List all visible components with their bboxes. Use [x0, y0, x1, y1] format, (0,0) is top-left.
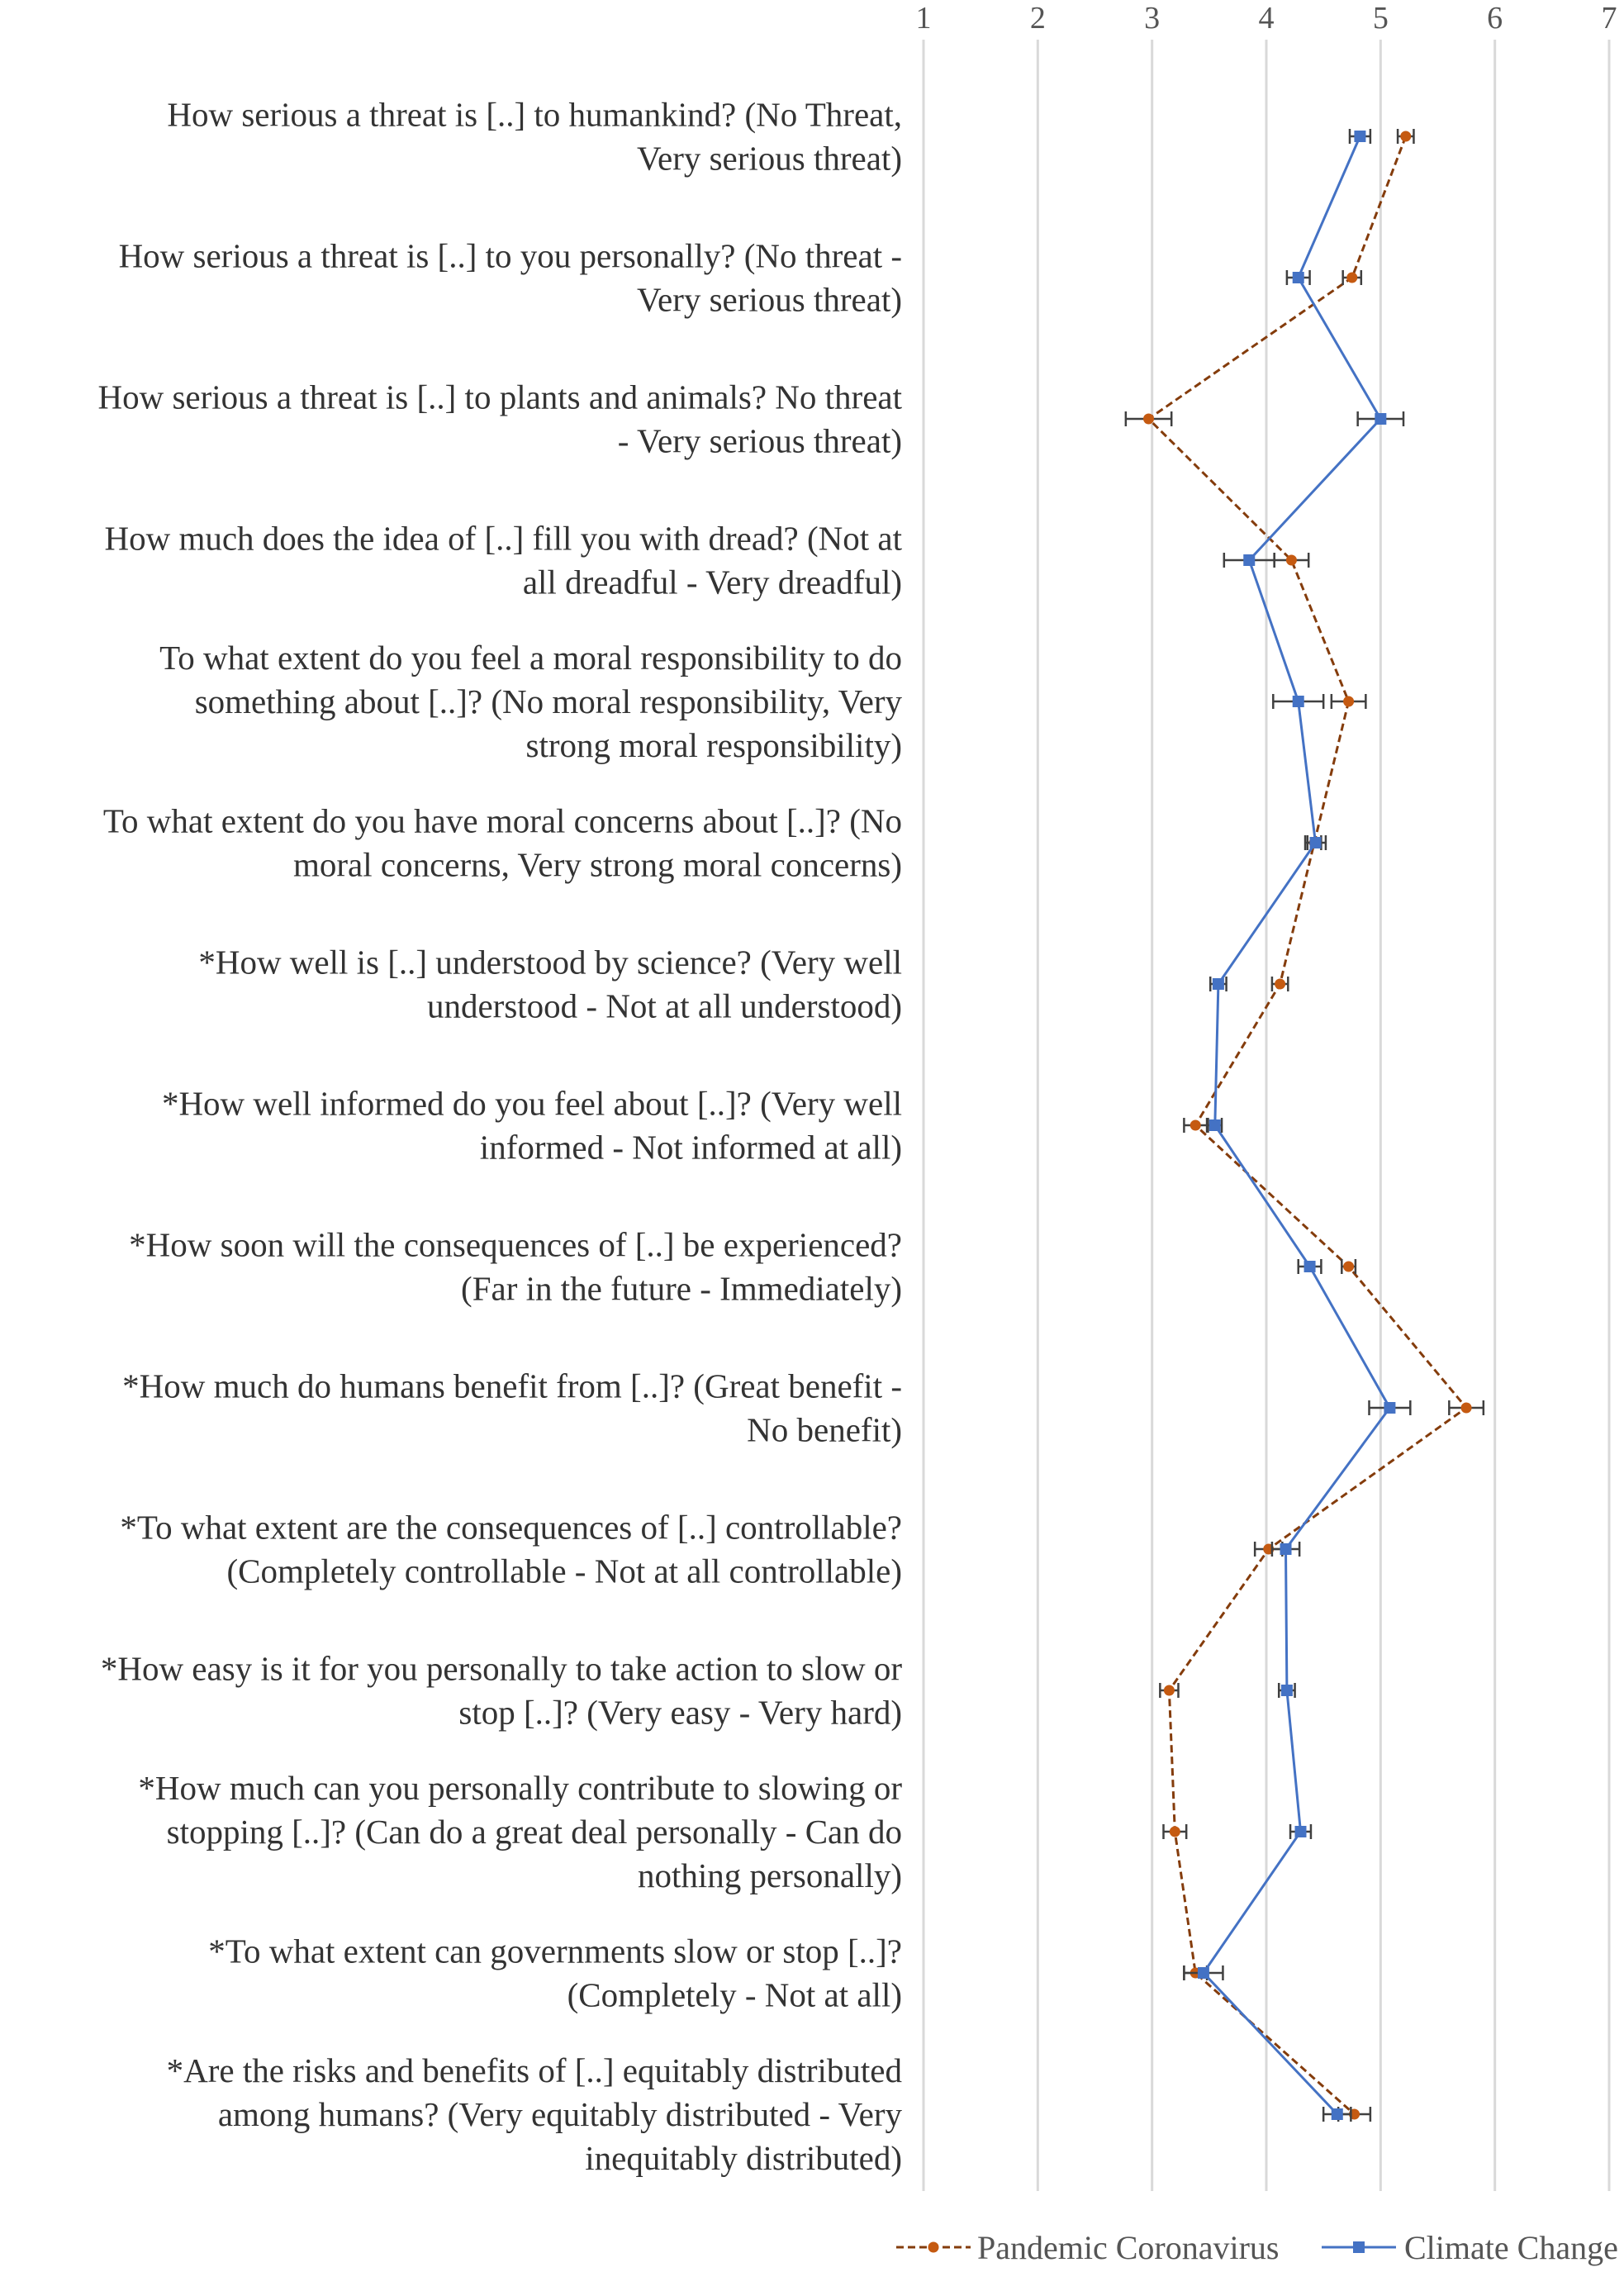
- question-label-line: stopping [..]? (Can do a great deal personally - Can do: [166, 1813, 902, 1851]
- legend: [896, 2229, 1618, 2266]
- question-label-line: *How easy is it for you personally to take action to slow or: [100, 1649, 902, 1688]
- data-point: [1190, 1120, 1201, 1131]
- question-label-line: How serious a threat is [..] to humankind? (No Threat,: [167, 95, 902, 134]
- question-label-line: moral concerns, Very strong moral concerns): [293, 845, 902, 884]
- question-label-line: understood - Not at all understood): [426, 986, 902, 1025]
- legend-swatch-marker: [928, 2242, 939, 2253]
- question-label-12: [101, 1650, 902, 1732]
- question-label-2: [119, 237, 902, 319]
- x-tick-label-5: 5: [1372, 1, 1389, 36]
- question-label-10: [122, 1367, 902, 1449]
- data-point: [1293, 272, 1304, 283]
- data-point: [1295, 1826, 1307, 1837]
- question-label-line: *To what extent can governments slow or stop [..]?: [208, 1932, 902, 1970]
- question-label-line: strong moral responsibility): [525, 726, 902, 764]
- legend-label: Climate Change: [1404, 2229, 1618, 2266]
- question-label-line: *Are the risks and benefits of [..] equitably distributed: [166, 2051, 902, 2089]
- question-label-8: [162, 1085, 902, 1167]
- data-point: [1243, 554, 1255, 566]
- legend-item-pandemic-coronavirus: [896, 2229, 1280, 2266]
- data-point: [1275, 979, 1285, 990]
- data-point: [1309, 837, 1321, 848]
- question-label-line: - Very serious threat): [617, 421, 902, 460]
- x-tick-label-6: 6: [1487, 1, 1503, 36]
- data-point: [1286, 555, 1297, 566]
- question-label-line: To what extent do you feel a moral responsibility to do: [159, 639, 902, 677]
- data-point: [1332, 2108, 1343, 2120]
- data-point: [1384, 1402, 1395, 1414]
- data-point: [1280, 1543, 1292, 1555]
- question-label-line: *To what extent are the consequences of [..] controllable?: [120, 1508, 902, 1547]
- question-labels: [98, 96, 903, 2178]
- question-label-line: How serious a threat is [..] to you personally? (No threat -: [118, 236, 902, 275]
- data-point: [1170, 1827, 1180, 1837]
- series-pandemic-coronavirus: [1126, 129, 1484, 2122]
- question-label-line: *How well informed do you feel about [..]? (Very well: [161, 1084, 902, 1123]
- question-label-line: all dreadful - Very dreadful): [522, 563, 902, 601]
- question-label-line: Very serious threat): [636, 280, 902, 319]
- question-label-6: [103, 802, 902, 884]
- question-label-7: [198, 943, 902, 1025]
- data-point: [1375, 413, 1386, 425]
- x-tick-label-4: 4: [1258, 1, 1275, 36]
- series-climate-change: [1184, 129, 1410, 2122]
- question-label-line: among humans? (Very equitably distributed - Very: [217, 2095, 902, 2133]
- data-point: [1346, 273, 1357, 283]
- data-point: [1281, 1685, 1293, 1696]
- data-series: [1126, 129, 1484, 2122]
- x-tick-label-2: 2: [1029, 1, 1046, 36]
- question-label-line: *How well is [..] understood by science? (Very well: [198, 943, 902, 982]
- x-tick-label-3: 3: [1144, 1, 1161, 36]
- question-label-line: informed - Not informed at all): [479, 1128, 902, 1167]
- gridlines: [924, 40, 1609, 2191]
- data-point: [1164, 1685, 1175, 1696]
- legend-swatch-marker: [1353, 2241, 1365, 2253]
- data-point: [1461, 1403, 1472, 1414]
- legend-item-climate-change: [1322, 2229, 1618, 2266]
- question-label-line: *How soon will the consequences of [..] be experienced?: [129, 1225, 902, 1264]
- question-label-line: inequitably distributed): [585, 2139, 902, 2177]
- question-label-14: [208, 1932, 902, 2014]
- question-label-line: *How much do humans benefit from [..]? (Great benefit -: [122, 1367, 902, 1405]
- question-label-line: To what extent do you have moral concerns about [..]? (No: [102, 801, 902, 840]
- series-line-climate-change: [1204, 136, 1390, 2114]
- question-label-line: No benefit): [747, 1410, 902, 1449]
- x-tick-label-1: 1: [915, 1, 932, 36]
- question-label-line: nothing personally): [638, 1856, 902, 1894]
- question-label-line: How much does the idea of [..] fill you with dread? (Not at: [104, 519, 902, 558]
- data-point: [1304, 1261, 1316, 1272]
- x-axis-ticks: [916, 1, 1617, 36]
- data-point: [1293, 696, 1304, 707]
- question-label-line: How serious a threat is [..] to plants and animals? No threat: [97, 378, 902, 416]
- question-label-line: *How much can you personally contribute to slowing or: [138, 1769, 902, 1807]
- question-label-3: [98, 378, 903, 460]
- question-label-line: (Far in the future - Immediately): [461, 1269, 902, 1308]
- question-label-line: (Completely controllable - Not at all controllable): [226, 1552, 902, 1590]
- data-point: [1143, 414, 1154, 425]
- data-point: [1343, 696, 1354, 707]
- data-point: [1209, 1119, 1221, 1131]
- x-tick-label-7: 7: [1601, 1, 1617, 36]
- question-label-15: [167, 2051, 903, 2177]
- legend-label: Pandemic Coronavirus: [977, 2229, 1280, 2266]
- data-point: [1213, 978, 1224, 990]
- question-label-9: [129, 1226, 902, 1308]
- question-label-5: [159, 639, 902, 764]
- question-label-line: stop [..]? (Very easy - Very hard): [458, 1693, 902, 1732]
- question-label-line: Very serious threat): [636, 139, 902, 178]
- data-point: [1343, 1262, 1354, 1272]
- data-point: [1400, 131, 1411, 142]
- data-point: [1198, 1967, 1209, 1979]
- question-label-1: [167, 96, 902, 178]
- question-label-4: [104, 520, 902, 601]
- question-label-line: something about [..]? (No moral responsibility, Very: [194, 682, 902, 720]
- data-point: [1354, 131, 1365, 142]
- question-label-line: (Completely - Not at all): [567, 1975, 902, 2014]
- question-label-11: [120, 1509, 902, 1590]
- question-label-13: [138, 1769, 902, 1894]
